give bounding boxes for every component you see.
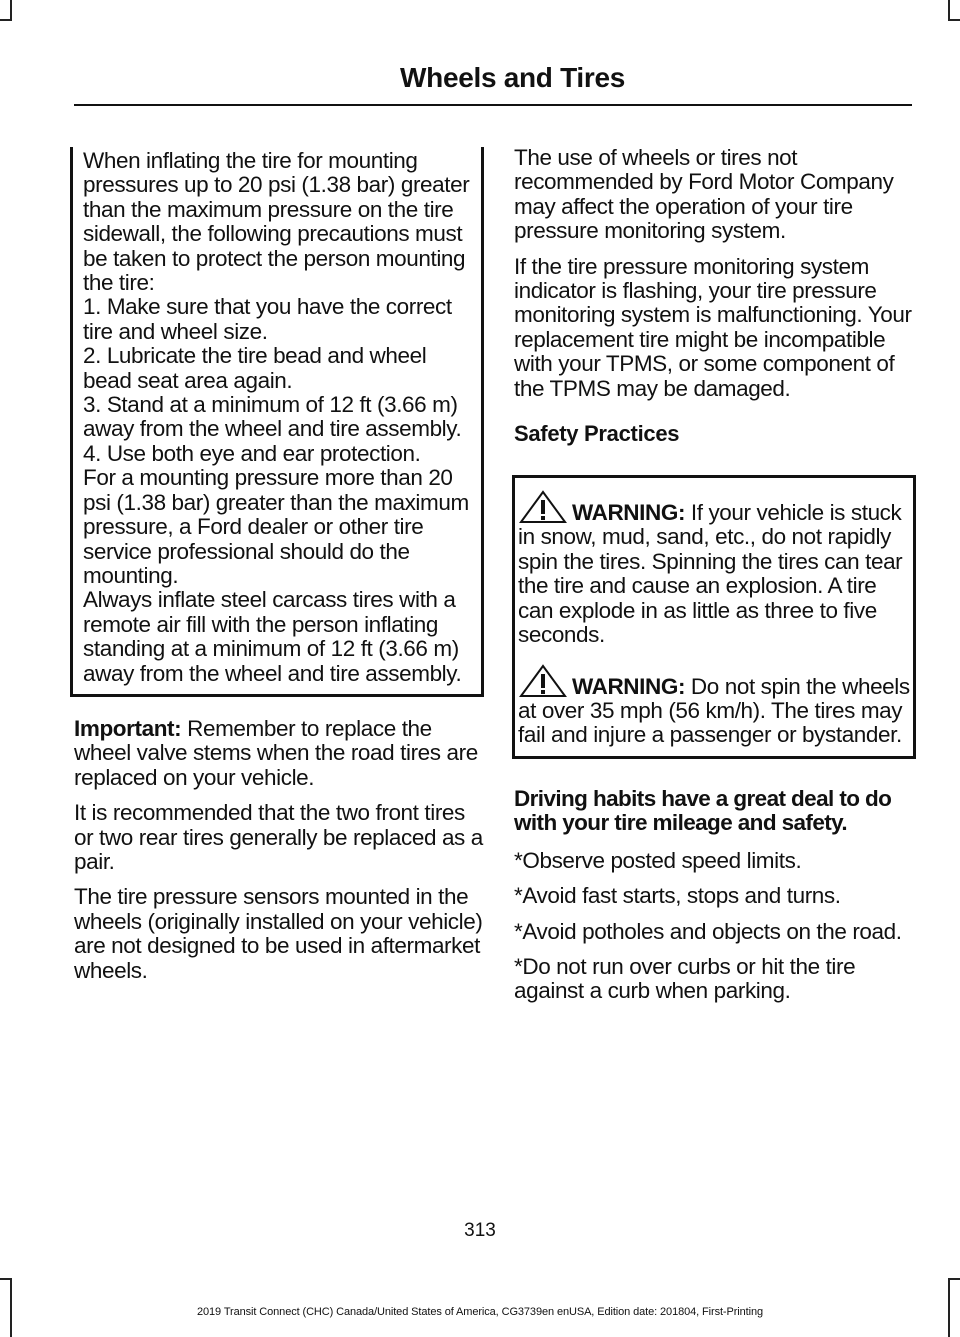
section-heading-safety: Safety Practices	[514, 421, 680, 447]
page-number: 313	[464, 1220, 496, 1241]
box-paragraph-intro: When inflating the tire for mounting pressures up to 20 psi (1.38 bar) greater than the maximum pressure on the tire sidewall, the following precautions must be taken to protect the person mounting the tire:	[83, 148, 470, 296]
important-text: Remember to replace the wheel valve stems when the road tires are replaced on your vehicle.	[74, 715, 478, 790]
warning-triangle-icon	[518, 664, 568, 698]
box-step-4: 4. Use both eye and ear protection.	[83, 440, 421, 466]
subheading-driving-habits: Driving habits have a great deal to do with your tire mileage and safety.	[514, 785, 892, 835]
warning-box	[512, 475, 916, 759]
left-column	[74, 147, 484, 994]
paragraph-tpms-sensors: The tire pressure sensors mounted in the wheels (originally installed on your vehicle) are not designed to be used in aftermarket wheels.	[74, 884, 483, 983]
paragraph-replace-pair: It is recommended that the two front tires or two rear tires generally be replaced as a pair.	[74, 800, 483, 874]
crop-mark-top-right-h	[948, 19, 960, 21]
box-paragraph-steel-carcass: Always inflate steel carcass tires with a remote air fill with the person inflating standing at a minimum of 12 ft (3.66 m) away from the wheel and tire assembly.	[83, 587, 462, 686]
warning-label: WARNING:	[572, 500, 686, 526]
warning-item	[518, 490, 910, 647]
warning-label: WARNING:	[572, 673, 686, 699]
crop-mark-bottom-right-h	[948, 1278, 960, 1280]
warning-text: If your vehicle is stuck in snow, mud, sand, etc., do not rapidly spin the tires. Spinning the tires can tear the tire and cause an explosion. A tire can explode in as little as three to five seconds.	[518, 500, 903, 648]
crop-mark-bottom-left-h	[0, 1278, 12, 1280]
warning-triangle-icon	[518, 490, 568, 524]
paragraph-tpms-flashing: If the tire pressure monitoring system indicator is flashing, your tire pressure monitoring system is malfunctioning. Your replacement tire might be incompatible with your TPMS, or some component of the TPMS may be damaged.	[514, 253, 912, 401]
box-step-1: 1. Make sure that you have the correct tire and wheel size.	[83, 294, 452, 344]
warning-text: Do not spin the wheels at over 35 mph (56 km/h). The tires may fail and injure a passenger or bystander.	[518, 673, 910, 748]
important-note	[74, 717, 484, 790]
paragraph-wheel-compat: The use of wheels or tires not recommended by Ford Motor Company may affect the operation of your tire pressure monitoring system.	[514, 145, 894, 244]
header-rule	[74, 104, 912, 106]
box-paragraph-dealer: For a mounting pressure more than 20 psi (1.38 bar) greater than the maximum pressure, a Ford dealer or other tire service professional should do the mounting.	[83, 465, 469, 588]
important-label: Important:	[74, 715, 182, 741]
crop-mark-top-right-v	[948, 0, 950, 19]
crop-mark-top-left-v	[10, 0, 12, 19]
box-step-2: 2. Lubricate the tire bead and wheel bead seat area again.	[83, 343, 427, 393]
tip-item: *Observe posted speed limits.	[514, 847, 802, 873]
page-title: Wheels and Tires	[400, 62, 625, 93]
footer-edition-info: 2019 Transit Connect (CHC) Canada/United States of America, CG3739en enUSA, Edition date: 201804, First-Printing	[197, 1306, 763, 1318]
tip-item: *Avoid potholes and objects on the road.	[514, 918, 902, 944]
crop-mark-top-left-h	[0, 19, 12, 21]
tip-item: *Avoid fast starts, stops and turns.	[514, 883, 841, 909]
box-step-3: 3. Stand at a minimum of 12 ft (3.66 m) away from the wheel and tire assembly.	[83, 392, 462, 442]
right-column	[514, 146, 914, 1015]
warning-item	[518, 664, 910, 748]
tip-item: *Do not run over curbs or hit the tire against a curb when parking.	[514, 953, 856, 1004]
mounting-precautions-box	[70, 147, 484, 697]
